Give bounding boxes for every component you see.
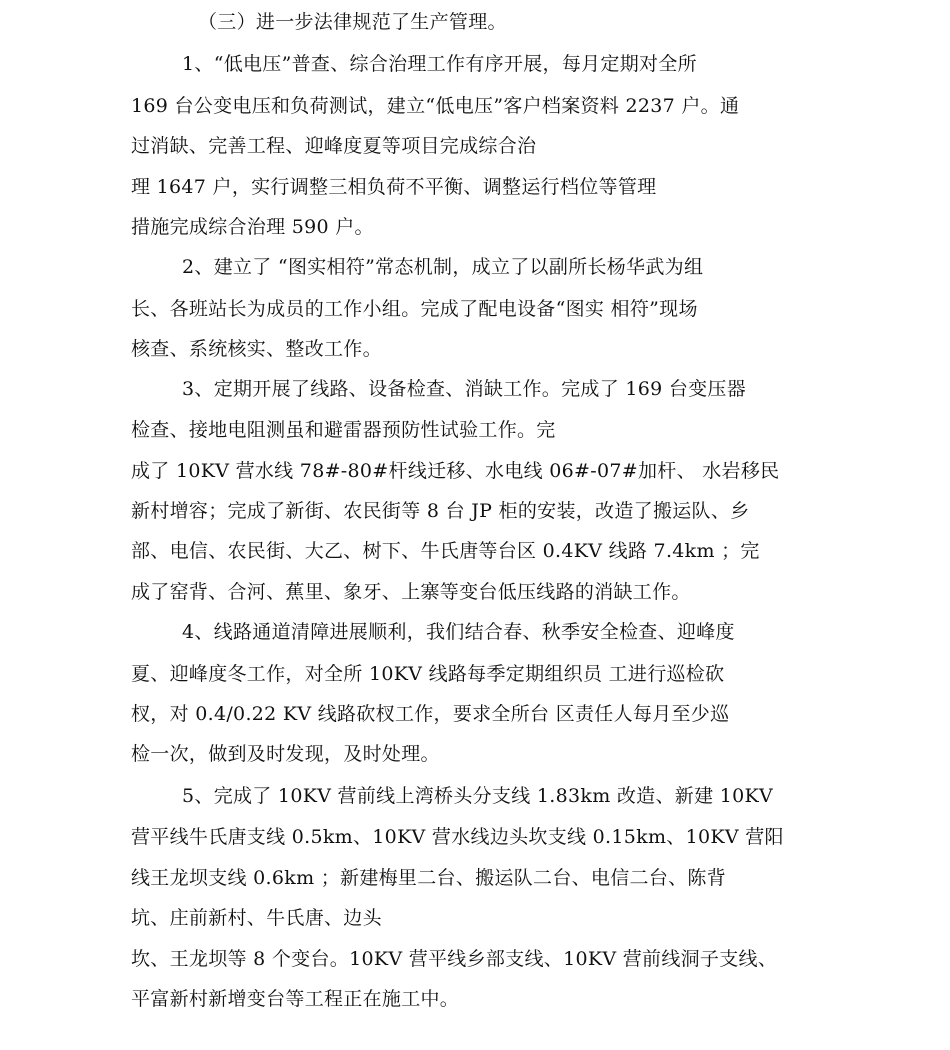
paragraph-1-line-5: 措施完成综合治理 590 户。 <box>131 216 374 238</box>
paragraph-2-line-1: 2、建立了 “图实相符”常态机制，成立了以副所长杨华武为组 <box>182 256 704 278</box>
paragraph-3-line-4: 新村增容；完成了新街、农民街等 8 台 JP 柜的安装，改造了搬运队、乡 <box>131 500 750 522</box>
paragraph-2-line-2: 长、各班站长为成员的工作小组。完成了配电设备“图实 相符”现场 <box>131 298 698 320</box>
section-heading: （三）进一步法律规范了生产管理。 <box>198 11 507 33</box>
paragraph-5-line-3: 线王龙坝支线 0.6km ；新建梅里二台、搬运队二台、电信二台、陈背 <box>131 867 727 889</box>
paragraph-4-line-1: 4、线路通道清障进展顺利，我们结合春、秋季安全检查、迎峰度 <box>182 621 735 643</box>
paragraph-1-line-1: 1、“低电压”普查、综合治理工作有序开展，每月定期对全所 <box>182 53 697 75</box>
paragraph-3-line-5: 部、电信、农民街、大乙、树下、牛氏唐等台区 0.4KV 线路 7.4km ；完 <box>131 540 760 562</box>
paragraph-4-line-4: 检一次，做到及时发现，及时处理。 <box>131 743 440 765</box>
paragraph-4-line-2: 夏、迎峰度冬工作，对全所 10KV 线路每季定期组织员 工进行巡检砍 <box>131 663 725 685</box>
paragraph-3-line-2: 检查、接地电阻测虽和避雷器预防性试验工作。完 <box>131 419 556 441</box>
paragraph-4-line-3: 杈，对 0.4/0.22 KV 线路砍杈工作，要求全所台 区责任人每月至少巡 <box>131 703 730 725</box>
paragraph-3-line-1: 3、定期开展了线路、设备检查、消缺工作。完成了 169 台变压器 <box>182 378 747 400</box>
paragraph-3-line-3: 成了 10KV 营水线 78#-80#杆线迁移、水电线 06#-07#加杆、 水岩移民 <box>131 460 780 482</box>
paragraph-5-line-2: 营平线牛氏唐支线 0.5km、10KV 营水线边头坎支线 0.15km、10KV 营阳 <box>131 826 784 848</box>
paragraph-5-line-1: 5、完成了 10KV 营前线上湾桥头分支线 1.83km 改造、新建 10KV <box>182 785 774 807</box>
paragraph-1-line-3: 过消缺、完善工程、迎峰度夏等项目完成综合治 <box>131 135 537 157</box>
paragraph-3-line-6: 成了窑背、合河、蕉里、象牙、上寨等变台低压线路的消缺工作。 <box>131 581 691 603</box>
paragraph-5-line-4: 坑、庄前新村、牛氏唐、边头 <box>131 907 382 929</box>
paragraph-5-line-6: 平富新村新增变台等工程正在施工中。 <box>131 988 460 1010</box>
paragraph-5-line-5: 坎、王龙坝等 8 个变台。10KV 营平线乡部支线、10KV 营前线洞子支线、 <box>131 948 778 970</box>
paragraph-1-line-4: 理 1647 户，实行调整三相负荷不平衡、调整运行档位等管理 <box>131 176 657 198</box>
paragraph-2-line-3: 核查、系统核实、整改工作。 <box>131 338 382 360</box>
paragraph-1-line-2: 169 台公变电压和负荷测试，建立“低电压”客户档案资料 2237 户。通 <box>131 95 740 117</box>
